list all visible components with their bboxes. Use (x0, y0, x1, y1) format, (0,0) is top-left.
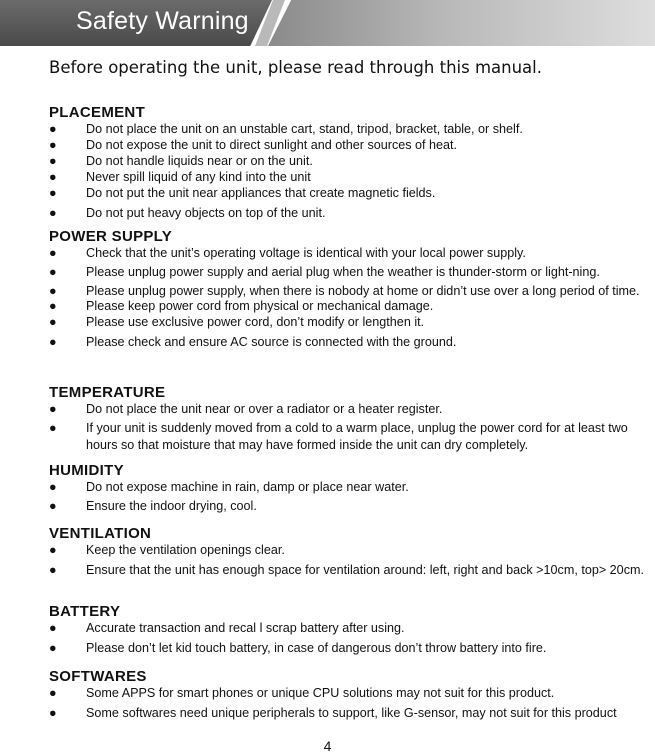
bullet: ● (49, 543, 57, 557)
intro-text: Before operating the unit, please read through this manual. (49, 58, 543, 77)
list-item: ● Do not place the unit on an unstable cart, stand, tripod, bracket, table, or shelf. (49, 122, 523, 136)
list-item: ● Please use exclusive power cord, don’t modify or lengthen it. (49, 315, 425, 329)
section-heading: BATTERY (49, 603, 121, 620)
section-heading: TEMPERATURE (49, 384, 166, 401)
section-heading: PLACEMENT (49, 104, 146, 121)
bullet: ● (49, 335, 57, 349)
list-item: ● Ensure the indoor drying, cool. (49, 499, 257, 513)
section-power-supply (49, 228, 649, 349)
bullet: ● (49, 170, 57, 184)
list-item: ● Please don’t let kid touch battery, in case of dangerous don’t throw battery into fire. (49, 641, 547, 655)
list-item: ● Please keep power cord from physical or mechanical damage. (49, 299, 434, 313)
list-item: ● Never spill liquid of any kind into the unit (49, 170, 311, 184)
section-heading: POWER SUPPLY (49, 228, 173, 245)
list-item: ● Do not expose the unit to direct sunlight and other sources of heat. (49, 138, 458, 152)
section-softwares (49, 668, 649, 723)
bullet: ● (49, 265, 57, 279)
section-placement (49, 104, 649, 220)
section-ventilation (49, 525, 649, 579)
list-item: ● Check that the unit’s operating voltage is identical with your local power supply. (49, 246, 526, 260)
bullet: ● (49, 686, 57, 700)
bullet: ● (49, 641, 57, 655)
bullet: ● (49, 315, 57, 329)
section-heading: VENTILATION (49, 525, 152, 542)
list-item: ● Some APPS for smart phones or unique CPU solutions may not suit for this product. (49, 686, 555, 700)
list-item: ● If your unit is suddenly moved from a cold to a warm place, unplug the power cord for at least two hours so that moisture that may have formed inside the unit can dry completely. (49, 421, 628, 452)
section-temperature (49, 384, 649, 454)
list-item: ● Keep the ventilation openings clear. (49, 543, 285, 557)
bullet: ● (49, 138, 57, 152)
bullet: ● (49, 563, 57, 577)
page-header (0, 0, 655, 46)
list-item: ● Do not put heavy objects on top of the unit. (49, 206, 326, 220)
list-item: ● Ensure that the unit has enough space for ventilation around: left, right and back >10cm, top> 20cm. (49, 563, 644, 577)
bullet: ● (49, 246, 57, 260)
section-battery (49, 603, 649, 655)
bullet: ● (49, 299, 57, 313)
list-item: ● Do not handle liquids near or on the unit. (49, 154, 313, 168)
list-item: ● Please check and ensure AC source is connected with the ground. (49, 335, 457, 349)
bullet: ● (49, 621, 57, 635)
bullet: ● (49, 421, 57, 435)
bullet: ● (49, 186, 57, 200)
list-item: ● Please unplug power supply and aerial plug when the weather is thunder-storm or light-ning. (49, 265, 600, 279)
bullet: ● (49, 480, 57, 494)
page-number: 4 (323, 738, 332, 754)
bullet: ● (49, 499, 57, 513)
section-heading: SOFTWARES (49, 668, 147, 685)
bullet: ● (49, 154, 57, 168)
section-humidity (49, 462, 649, 513)
list-item: ● Accurate transaction and recal l scrap battery after using. (49, 621, 405, 635)
bullet: ● (49, 284, 57, 298)
header-title: Safety Warning (76, 7, 249, 35)
bullet: ● (49, 206, 57, 220)
list-item: ● Please unplug power supply, when there is nobody at home or didn’t use over a long period of time. (49, 284, 640, 298)
bullet: ● (49, 122, 57, 136)
section-heading: HUMIDITY (49, 462, 124, 479)
bullet: ● (49, 706, 57, 720)
list-item: ● Do not put the unit near appliances that create magnetic fields. (49, 186, 436, 200)
header-light-panel (268, 0, 655, 46)
bullet: ● (49, 402, 57, 416)
list-item: ● Do not place the unit near or over a radiator or a heater register. (49, 402, 443, 416)
list-item: ● Some softwares need unique peripherals to support, like G-sensor, may not suit for this product (49, 704, 649, 723)
list-item: ● Do not expose machine in rain, damp or place near water. (49, 480, 409, 494)
